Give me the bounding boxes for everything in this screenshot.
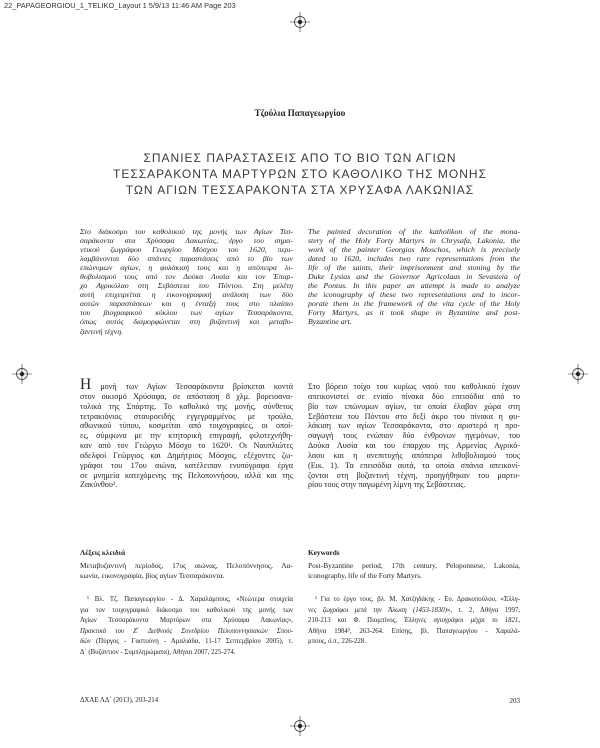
text-line — [308, 606, 520, 617]
text-line: Ζακύνθου². — [80, 480, 118, 490]
text-line: the iconography of these two representations and to incor- — [308, 290, 520, 300]
text-line: Δ΄ (Βυζάντιον - Συμπληρώματα), Αθήναι 2007, 225-274. — [80, 648, 236, 656]
text-line: Στο διάκοσμο του καθολικού της μονής των Αγίων Τεσ- — [80, 226, 293, 236]
text-line: σαγωγή τους ενώπιον δύο ένθρονων ηγεμόνων, του — [308, 431, 520, 441]
registration-mark-right — [568, 364, 588, 384]
text-line: αδελφοί Γεώργιος και Δημήτριος Μόσχος, εξέχοντες ζω- — [80, 450, 293, 460]
text-line: όπως αυτός διαμορφώνεται στη βυζαντινή και μεταβυ- — [80, 317, 293, 327]
text-line: γράφοι του 17ου αιώνα, κατέλειπαν ενυπόγραφα έργα — [80, 460, 293, 470]
text-line: the Pontus. In this paper an attempt is made to analyze — [308, 281, 520, 291]
text-line: The painted decoration of the katholikon of the mona- — [308, 226, 520, 236]
text-line: Σεβάστεια του Πόντου στο δεξί άκρο του πίνακα η φυ- — [308, 411, 520, 421]
text-line: Duke Lysias and the Governor Agricolaus in Sevasteia of — [308, 271, 520, 281]
text-line: αθωνικού τύπου, κοσμείται από τοιχογραφίες, οι οποί- — [80, 421, 293, 431]
text-line: (Εικ. 1). Τα επεισόδια αυτά, τα οποία σπάνια απεικονί- — [308, 460, 520, 470]
registration-mark-left — [12, 364, 32, 384]
text-line: Δούκα Λυσία και του έπαρχου της Αρμενίας Αγρικό- — [308, 441, 520, 451]
journal-citation: ΔΧΑΕ ΛΔ΄ (2013), 203-214 — [80, 697, 159, 704]
text-line: απεικονιστεί σε ενιαίο πίνακα δύο επεισόδια από το — [308, 391, 520, 401]
registration-dot — [298, 20, 302, 24]
registration-ring — [295, 17, 306, 28]
text-segment: , — [518, 617, 521, 625]
registration-ring — [295, 721, 306, 732]
text-line: ΣΠΑΝΙΕΣ ΠΑΡΑΣΤΑΣΕΙΣ ΑΠΟ ΤΟ ΒΙΟ ΤΩΝ ΑΓΙΩΝ — [143, 151, 457, 165]
text-line: ΤΩΝ ΑΓΙΩΝ ΤΕΣΣΑΡΑΚΟΝΤΑ ΣΤΑ ΧΡΥΣΑΦΑ ΛΑΚΩΝΙΑΣ — [125, 183, 475, 197]
print-slug: 22_PAPAGEORGIOU_1_TELIKO_Layout 1 5/9/13 11:46 AM Page 203 — [4, 1, 236, 10]
text-line: ρίου τους στην παγωμένη λίμνη της Σεβάστειας. — [308, 480, 466, 490]
italic-text: νες ζωγράφοι μετά την Άλωση (1453-1830) — [308, 606, 447, 614]
text-line: αυτή επιχειρείται η εικονογραφική ανάλυση των δύο — [80, 290, 293, 300]
text-line: λαμβάνονται δύο σπάνιες παραστάσεις από το βίο των — [80, 253, 293, 263]
text-line: τετρακιόνιος σταυροειδής εγγεγραμμένος με τρούλο, — [80, 411, 293, 421]
text-line: ¹ Βλ. Τζ. Παπαγεωργίου - Δ. Χαραλάμπους, «Νεώτερα στοιχεία — [87, 596, 293, 603]
text-line: Αγίων Τεσσαράκοντα Μαρτύρων στα Χρύσαφα Λακωνίας», — [80, 617, 293, 625]
text-line: τολικά της Σπάρτης. Το καθολικό της μονής, σύνθετος — [80, 401, 293, 411]
registration-dot — [576, 372, 580, 376]
text-line: λαου και η ανεπιτυχής απόπειρα λιθοβολισμού τους — [308, 450, 520, 460]
body-column-right — [308, 382, 520, 490]
text-line: σε μνημεία κατεχόμενης της Πελοποννήσου, αλλά και της — [80, 470, 293, 480]
italic-text: Έλληνες αγιογράφοι μέχρι το 1821 — [404, 617, 519, 625]
italic-text: δών — [80, 638, 91, 646]
page-number: 203 — [509, 697, 520, 705]
text-line: porate them in the framework of the vita cycle of the Holy — [308, 299, 520, 309]
keywords-heading-greek: Λέξεις κλειδιά — [80, 548, 126, 557]
text-line: αυτών παραστάσεων και η ένταξή τους στο πλαίσιο — [80, 299, 293, 309]
text-line: επώνυμων αγίων, η φυλάκισή τους και η απόπειρα λι- — [80, 262, 293, 272]
text-line: κωνία, εικονογραφία, βίος αγίων Τεσσαράκοντα. — [80, 571, 225, 581]
text-line: του βιογραφικού κύκλου των αγίων Τεσσαράκοντα, — [80, 308, 293, 318]
text-segment: μονή των Αγίων Τεσσαράκοντα βρίσκεται κοντά — [91, 382, 293, 391]
italic-text: Έλλη- — [503, 596, 520, 603]
text-line: Byzantine art. — [308, 317, 352, 327]
article-title — [0, 150, 600, 198]
keywords-greek — [80, 561, 293, 583]
keywords-heading-english: Keywords — [308, 548, 340, 557]
text-line: σαράκοντα στα Χρύσαφα Λακωνίας, έργο του σημα- — [80, 235, 293, 245]
text-segment: », τ. 2, Αθήνα 1997, — [446, 606, 520, 614]
italic-text: ό.π. — [327, 638, 339, 646]
registration-ring — [17, 369, 28, 380]
text-line: Μεταβυζαντινή περίοδος, 17ος αιώνας, Πελοπόννησος, Λα- — [80, 560, 293, 570]
text-line — [308, 637, 520, 648]
author-name: Τζούλια Παπαγεωργίου — [254, 108, 346, 118]
text-line: στον οικισμό Χρύσαφα, σε απόσταση 8 χλμ. βορειοανα- — [80, 391, 293, 401]
text-line: Στο βόρειο τοίχο του κυρίως ναού του καθολικού έχουν — [308, 382, 520, 391]
text-line: Post-Byzantine period, 17th century, Peloponnese, Lakonia, — [308, 560, 520, 570]
italic-text: Πρακτικά του Ζ΄ Διεθνούς Συνεδρίου Πελοποννησιακών Σπου- — [80, 627, 293, 635]
text-line: ζαντινή τέχνη. — [80, 326, 124, 336]
drop-cap: Η — [80, 376, 92, 393]
text-line: work of the painter Georgios Moschos, which is precisely — [308, 244, 520, 254]
text-line — [308, 595, 520, 606]
text-segment: ² Για το έργο τους, βλ. Μ. Χατζηδάκης - Ευ. Δρακοπούλου, « — [315, 596, 504, 603]
registration-ring — [573, 369, 584, 380]
text-line: ες, σύμφωνα με την κτητορική επιγραφή, φιλοτεχνήθη- — [80, 431, 293, 441]
text-segment: , 226-228. — [338, 638, 366, 646]
text-line — [80, 627, 293, 638]
text-line — [80, 637, 293, 648]
text-line: iconography, life of the Forty Martyrs. — [308, 571, 422, 581]
text-line: χο Αγρικόλαο στη Σεβάστεια του Πόντου. Στη μελέτη — [80, 281, 293, 291]
text-line — [80, 376, 293, 393]
abstract-english — [308, 227, 520, 327]
text-line: Forty Martyrs, as it took shape in Byzantine and post- — [308, 308, 520, 318]
text-line: Αθήνα 1984², 263-264. Επίσης, βλ. Παπαγεωργίου - Χαραλά- — [308, 627, 520, 635]
text-line: ζονται στη βυζαντινή τέχνη, προηγήθηκαν του μαρτυ- — [308, 470, 520, 480]
text-line: dated to 1620, includes two rare representations from the — [308, 253, 520, 263]
registration-mark-top — [290, 12, 310, 32]
text-segment: μπους, — [308, 638, 328, 646]
registration-mark-bottom — [290, 716, 310, 736]
text-segment: 210-213 και Φ. Πιομπίνος, — [308, 617, 405, 625]
text-line: stery of the Holy Forty Martyrs in Chrysafa, Lakonia, the — [308, 235, 520, 245]
keywords-english — [308, 561, 520, 583]
registration-dot — [20, 372, 24, 376]
text-line: θοβολισμού τους από τον Δούκα Λυσία και τον Έπαρ- — [80, 271, 293, 281]
footnote-1 — [80, 595, 293, 659]
body-column-left — [80, 376, 293, 490]
abstract-greek — [80, 227, 293, 336]
footnote-2 — [308, 595, 520, 648]
text-line: για τον τοιχογραφικό διάκοσμο του καθολικού της μονής των — [80, 606, 293, 614]
text-segment: (Πύργος - Γαστούνη - Αμαλιάδα, 11-17 Σεπτεμβρίου 2005), τ. — [90, 638, 293, 646]
text-line: καν από τον Γεώργιο Μόσχο το 1620¹. Οι Ναυπλιώτες — [80, 441, 293, 451]
registration-dot — [298, 724, 302, 728]
text-line: ΤΕΣΣΑΡΑΚΟΝΤΑ ΜΑΡΤΥΡΩΝ ΣΤΟ ΚΑΘΟΛΙΚΟ ΤΗΣ ΜΟΝΗΣ — [112, 167, 488, 181]
text-line: βίο των επώνυμων αγίων, τα οποία έλαβαν χώρα στη — [308, 401, 520, 411]
text-line: λάκιση των αγίων Τεσσαράκοντα, στο αριστερό η προ- — [308, 421, 520, 431]
text-line: life of the saints, their imprisonment and stoning by the — [308, 262, 520, 272]
text-line: ντικού ζωγράφου Γεωργίου Μόσχου του 1620, περι- — [80, 244, 293, 254]
text-line — [308, 616, 520, 627]
